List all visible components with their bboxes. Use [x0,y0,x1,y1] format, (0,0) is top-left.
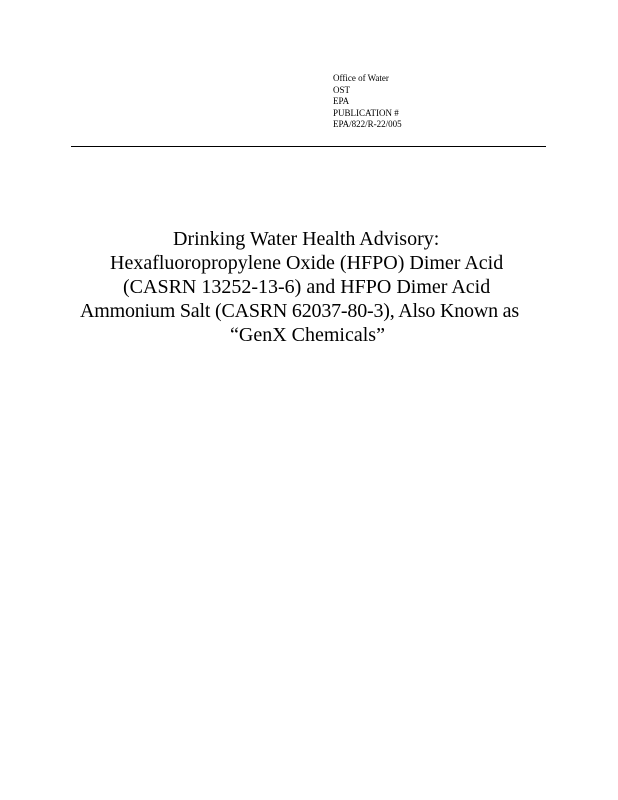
title-line-5: “GenX Chemicals” [230,324,385,346]
publication-header [333,73,402,131]
document-title [70,227,600,347]
header-office: Office of Water [333,73,389,83]
header-publication-label: PUBLICATION # [333,107,399,118]
header-agency: EPA [333,96,350,107]
header-ost: OST [333,84,351,95]
title-line-3: (CASRN 13252-13-6) and HFPO Dimer Acid [123,276,491,298]
title-line-1: Drinking Water Health Advisory: [173,228,440,250]
header-divider [71,146,546,147]
title-line-2: Hexafluoropropylene Oxide (HFPO) Dimer Acid [110,252,504,274]
header-publication-number: EPA/822/R-22/005 [333,119,402,130]
title-line-4: Ammonium Salt (CASRN 62037-80-3), Also Known as [80,300,519,322]
